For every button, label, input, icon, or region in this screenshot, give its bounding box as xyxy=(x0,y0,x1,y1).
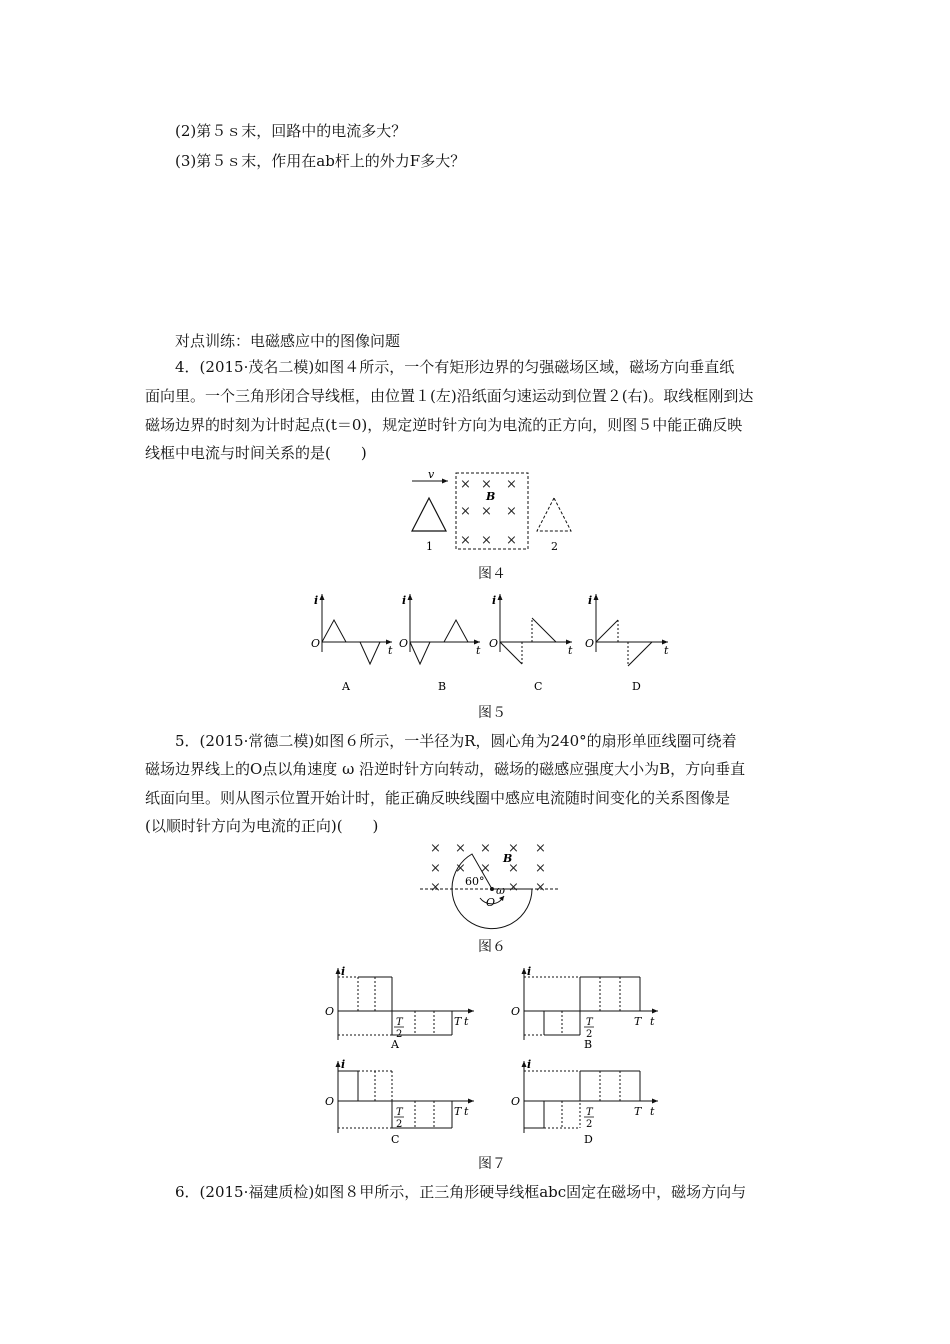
svg-text:i: i xyxy=(588,594,593,607)
fig6-O: O xyxy=(486,896,496,909)
svg-text:t: t xyxy=(568,644,573,657)
svg-text:×: × xyxy=(506,504,517,519)
svg-text:×: × xyxy=(460,533,471,548)
svg-text:×: × xyxy=(460,477,471,492)
svg-text:2: 2 xyxy=(586,1119,593,1130)
q4-line-4: 线框中电流与时间关系的是( ) xyxy=(145,444,367,462)
svg-text:O: O xyxy=(399,637,409,650)
svg-text:C: C xyxy=(391,1133,400,1146)
fig7-graph-a xyxy=(325,965,474,1051)
fig6-omega: ω xyxy=(496,884,505,897)
svg-text:×: × xyxy=(508,861,519,876)
svg-text:2: 2 xyxy=(586,1029,593,1040)
q5-line-4: (以顺时针方向为电流的正向)( ) xyxy=(145,817,379,835)
svg-text:D: D xyxy=(584,1133,593,1146)
svg-text:×: × xyxy=(455,861,466,876)
svg-text:2: 2 xyxy=(396,1029,403,1040)
figure-5 xyxy=(310,592,690,692)
svg-text:T: T xyxy=(586,1107,593,1118)
fig5-graph-b xyxy=(399,594,481,693)
svg-text:×: × xyxy=(455,841,466,856)
q3-part3: (3)第５ｓ末，作用在ab杆上的外力F多大？ xyxy=(175,152,466,170)
svg-text:T: T xyxy=(634,1105,642,1118)
q5-line-2: 磁场边界线上的O点以角速度 ω 沿逆时针方向转动，磁场的磁感应强度大小为B，方向垂直 xyxy=(145,760,746,778)
q5-line-1: 5．(2015·常德二模)如图６所示，一半径为R，圆心角为240°的扇形单匝线圈可绕着 xyxy=(175,732,737,750)
fig7-graph-d xyxy=(511,1058,658,1146)
svg-text:×: × xyxy=(430,841,441,856)
svg-text:×: × xyxy=(430,861,441,876)
svg-text:×: × xyxy=(481,533,492,548)
svg-text:T: T xyxy=(454,1105,462,1118)
svg-text:×: × xyxy=(430,880,441,895)
fig5-graph-c xyxy=(489,594,573,693)
fig7-graph-c xyxy=(325,1058,474,1146)
svg-text:t: t xyxy=(388,644,393,657)
fig6-caption: 图６ xyxy=(478,939,506,955)
figure-7 xyxy=(318,965,668,1145)
q4-line-2: 面向里。一个三角形闭合导线框，由位置１(左)沿纸面匀速运动到位置２(右)。取线框刚到达 xyxy=(145,387,754,405)
svg-text:D: D xyxy=(632,680,641,693)
svg-text:×: × xyxy=(535,861,546,876)
svg-text:O: O xyxy=(585,637,595,650)
svg-text:O: O xyxy=(325,1005,335,1018)
svg-text:i: i xyxy=(341,965,346,978)
svg-text:t: t xyxy=(464,1105,469,1118)
svg-text:×: × xyxy=(535,880,546,895)
section-title: 对点训练：电磁感应中的图像问题 xyxy=(175,332,401,350)
fig4-pos2: 2 xyxy=(551,540,558,553)
fig5-graph-d xyxy=(585,594,669,693)
svg-text:×: × xyxy=(508,880,519,895)
figure-6 xyxy=(420,838,570,938)
q6-line-1: 6．(2015·福建质检)如图８甲所示，正三角形硬导线框abc固定在磁场中，磁场方向与 xyxy=(175,1183,747,1201)
svg-text:t: t xyxy=(650,1105,655,1118)
svg-text:i: i xyxy=(527,965,532,978)
fig5-caption: 图５ xyxy=(478,705,506,721)
svg-text:i: i xyxy=(492,594,497,607)
svg-text:O: O xyxy=(511,1095,521,1108)
fig4-caption: 图４ xyxy=(478,566,506,582)
svg-text:A: A xyxy=(391,1038,399,1051)
fig7-caption: 图７ xyxy=(478,1156,506,1172)
svg-text:×: × xyxy=(508,841,519,856)
svg-text:B: B xyxy=(438,680,447,693)
svg-text:B: B xyxy=(584,1038,593,1051)
svg-text:i: i xyxy=(314,594,319,607)
q3-part2: (2)第５ｓ末，回路中的电流多大？ xyxy=(175,122,407,140)
svg-text:×: × xyxy=(481,504,492,519)
svg-text:T: T xyxy=(396,1107,403,1118)
svg-text:O: O xyxy=(325,1095,335,1108)
svg-text:i: i xyxy=(527,1058,532,1071)
fig4-v-label: v xyxy=(428,468,435,481)
svg-text:×: × xyxy=(535,841,546,856)
svg-text:t: t xyxy=(650,1015,655,1028)
triangle-frame-2 xyxy=(537,498,571,531)
q4-line-3: 磁场边界的时刻为计时起点(t＝0)，规定逆时针方向为电流的正方向，则图５中能正确反映 xyxy=(145,416,743,434)
svg-text:A: A xyxy=(342,680,350,693)
svg-text:T: T xyxy=(454,1015,462,1028)
svg-text:2: 2 xyxy=(396,1119,403,1130)
svg-text:i: i xyxy=(341,1058,346,1071)
svg-text:T: T xyxy=(634,1015,642,1028)
svg-text:t: t xyxy=(464,1015,469,1028)
q4-line-1: 4．(2015·茂名二模)如图４所示，一个有矩形边界的匀强磁场区域，磁场方向垂直纸 xyxy=(175,358,735,376)
fig6-B: B xyxy=(503,852,513,865)
fig6-angle: 60° xyxy=(465,875,485,888)
svg-text:O: O xyxy=(311,637,321,650)
svg-text:O: O xyxy=(511,1005,521,1018)
fig5-graph-a xyxy=(311,594,393,693)
svg-text:×: × xyxy=(481,477,492,492)
svg-text:×: × xyxy=(506,533,517,548)
figure-4 xyxy=(400,468,590,558)
svg-text:T: T xyxy=(396,1017,403,1028)
svg-text:i: i xyxy=(402,594,407,607)
svg-text:×: × xyxy=(480,841,491,856)
svg-text:×: × xyxy=(480,861,491,876)
svg-text:×: × xyxy=(506,477,517,492)
triangle-frame-1 xyxy=(412,498,446,531)
fig7-graph-b xyxy=(511,965,658,1051)
svg-text:t: t xyxy=(664,644,669,657)
fig4-pos1: 1 xyxy=(426,540,433,553)
svg-text:T: T xyxy=(586,1017,593,1028)
q5-line-3: 纸面向里。则从图示位置开始计时，能正确反映线圈中感应电流随时间变化的关系图像是 xyxy=(145,789,731,807)
fig4-B-label: B xyxy=(486,490,496,503)
svg-text:C: C xyxy=(534,680,543,693)
svg-text:×: × xyxy=(460,504,471,519)
svg-text:O: O xyxy=(489,637,499,650)
svg-text:t: t xyxy=(476,644,481,657)
